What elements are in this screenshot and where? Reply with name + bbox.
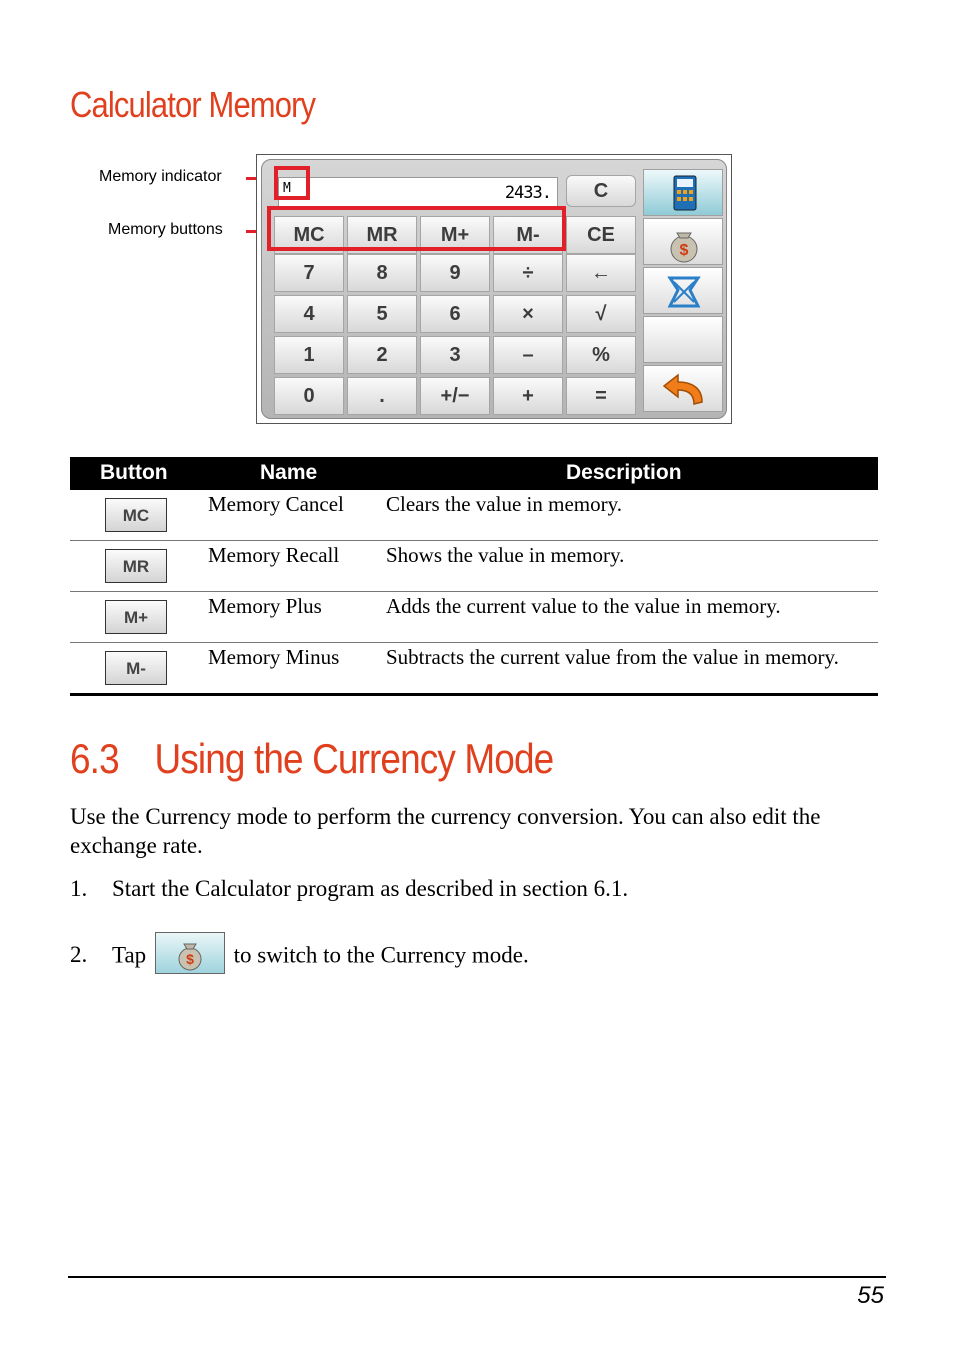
row-description: Shows the value in memory. (386, 543, 625, 567)
row-description: Subtracts the current value from the value in memory. (386, 645, 839, 669)
equals-button[interactable]: = (566, 377, 636, 415)
calculator-mode-icon (644, 170, 724, 217)
key-9[interactable]: 9 (420, 254, 490, 292)
square-root-button[interactable]: √ (566, 295, 636, 333)
mr-button[interactable]: MR (347, 216, 417, 254)
step-text-before: Tap (112, 942, 147, 968)
key-6[interactable]: 6 (420, 295, 490, 333)
memory-indicator-callout: Memory indicator (99, 168, 222, 185)
memory-buttons-table (70, 457, 878, 696)
key-3[interactable]: 3 (420, 336, 490, 374)
mc-button-image: MC (105, 498, 167, 532)
section-title: Calculator Memory (70, 84, 316, 125)
header-button: Button (100, 461, 168, 484)
calculator-figure (256, 154, 732, 424)
memory-indicator-highlight (274, 166, 310, 200)
currency-mode-icon (155, 932, 225, 974)
decimal-button[interactable]: . (347, 377, 417, 415)
m-plus-button-image: M+ (105, 600, 167, 634)
m-minus-button-image: M- (105, 651, 167, 685)
key-0[interactable]: 0 (274, 377, 344, 415)
step-2 (70, 936, 529, 978)
calculator-display (278, 177, 558, 208)
currency-mode-button[interactable] (643, 218, 723, 265)
section-number: 6.3 (70, 735, 119, 782)
key-8[interactable]: 8 (347, 254, 417, 292)
m-minus-button[interactable]: M- (493, 216, 563, 254)
row-description: Adds the current value to the value in memory. (386, 594, 781, 618)
table-row (70, 541, 878, 592)
memory-buttons-highlight (267, 206, 566, 251)
back-button[interactable] (643, 365, 723, 412)
calculator-mode-button[interactable] (643, 169, 723, 216)
multiply-button[interactable]: × (493, 295, 563, 333)
display-value: 2433. (504, 183, 551, 203)
header-description: Description (566, 461, 682, 484)
m-plus-button[interactable]: M+ (420, 216, 490, 254)
table-row (70, 490, 878, 541)
footer-rule (68, 1276, 886, 1278)
intro-paragraph: Use the Currency mode to perform the currency conversion. You can also edit the exchange rate. (70, 804, 821, 858)
svg-text:$: $ (679, 242, 689, 259)
row-name: Memory Minus (208, 645, 340, 669)
currency-mode-icon (644, 219, 724, 266)
key-4[interactable]: 4 (274, 295, 344, 333)
table-row (70, 592, 878, 643)
sign-toggle-button[interactable]: +/− (420, 377, 490, 415)
blank-key (643, 316, 723, 363)
conversion-mode-button[interactable] (643, 267, 723, 314)
table-header (70, 457, 878, 490)
add-button[interactable]: + (493, 377, 563, 415)
row-name: Memory Plus (208, 594, 322, 618)
mc-button[interactable]: MC (274, 216, 344, 254)
mr-button-image: MR (105, 549, 167, 583)
key-2[interactable]: 2 (347, 336, 417, 374)
key-7[interactable]: 7 (274, 254, 344, 292)
backspace-button[interactable]: ← (566, 254, 636, 292)
table-row (70, 643, 878, 696)
clear-button[interactable]: C (566, 175, 636, 207)
svg-text:$: $ (186, 951, 194, 967)
row-name: Memory Cancel (208, 492, 344, 516)
section-heading-text: Using the Currency Mode (154, 735, 554, 782)
memory-indicator: M (283, 181, 291, 196)
key-5[interactable]: 5 (347, 295, 417, 333)
header-name: Name (260, 461, 318, 484)
subtract-button[interactable]: – (493, 336, 563, 374)
step-number: 2. (70, 942, 88, 968)
row-name: Memory Recall (208, 543, 340, 567)
step-text: Start the Calculator program as described in section 6.1. (112, 876, 629, 901)
key-1[interactable]: 1 (274, 336, 344, 374)
page-number: 55 (857, 1282, 884, 1309)
percent-button[interactable]: % (566, 336, 636, 374)
section-heading (70, 735, 553, 783)
row-description: Clears the value in memory. (386, 492, 622, 516)
back-icon (644, 366, 724, 413)
ce-button[interactable]: CE (566, 216, 636, 254)
step-text-after: to switch to the Currency mode. (233, 942, 529, 968)
step-number: 1. (70, 876, 88, 901)
memory-buttons-callout: Memory buttons (108, 221, 223, 238)
calculator-bezel (261, 159, 727, 419)
step-1 (70, 876, 628, 902)
conversion-mode-icon (644, 268, 724, 315)
divide-button[interactable]: ÷ (493, 254, 563, 292)
